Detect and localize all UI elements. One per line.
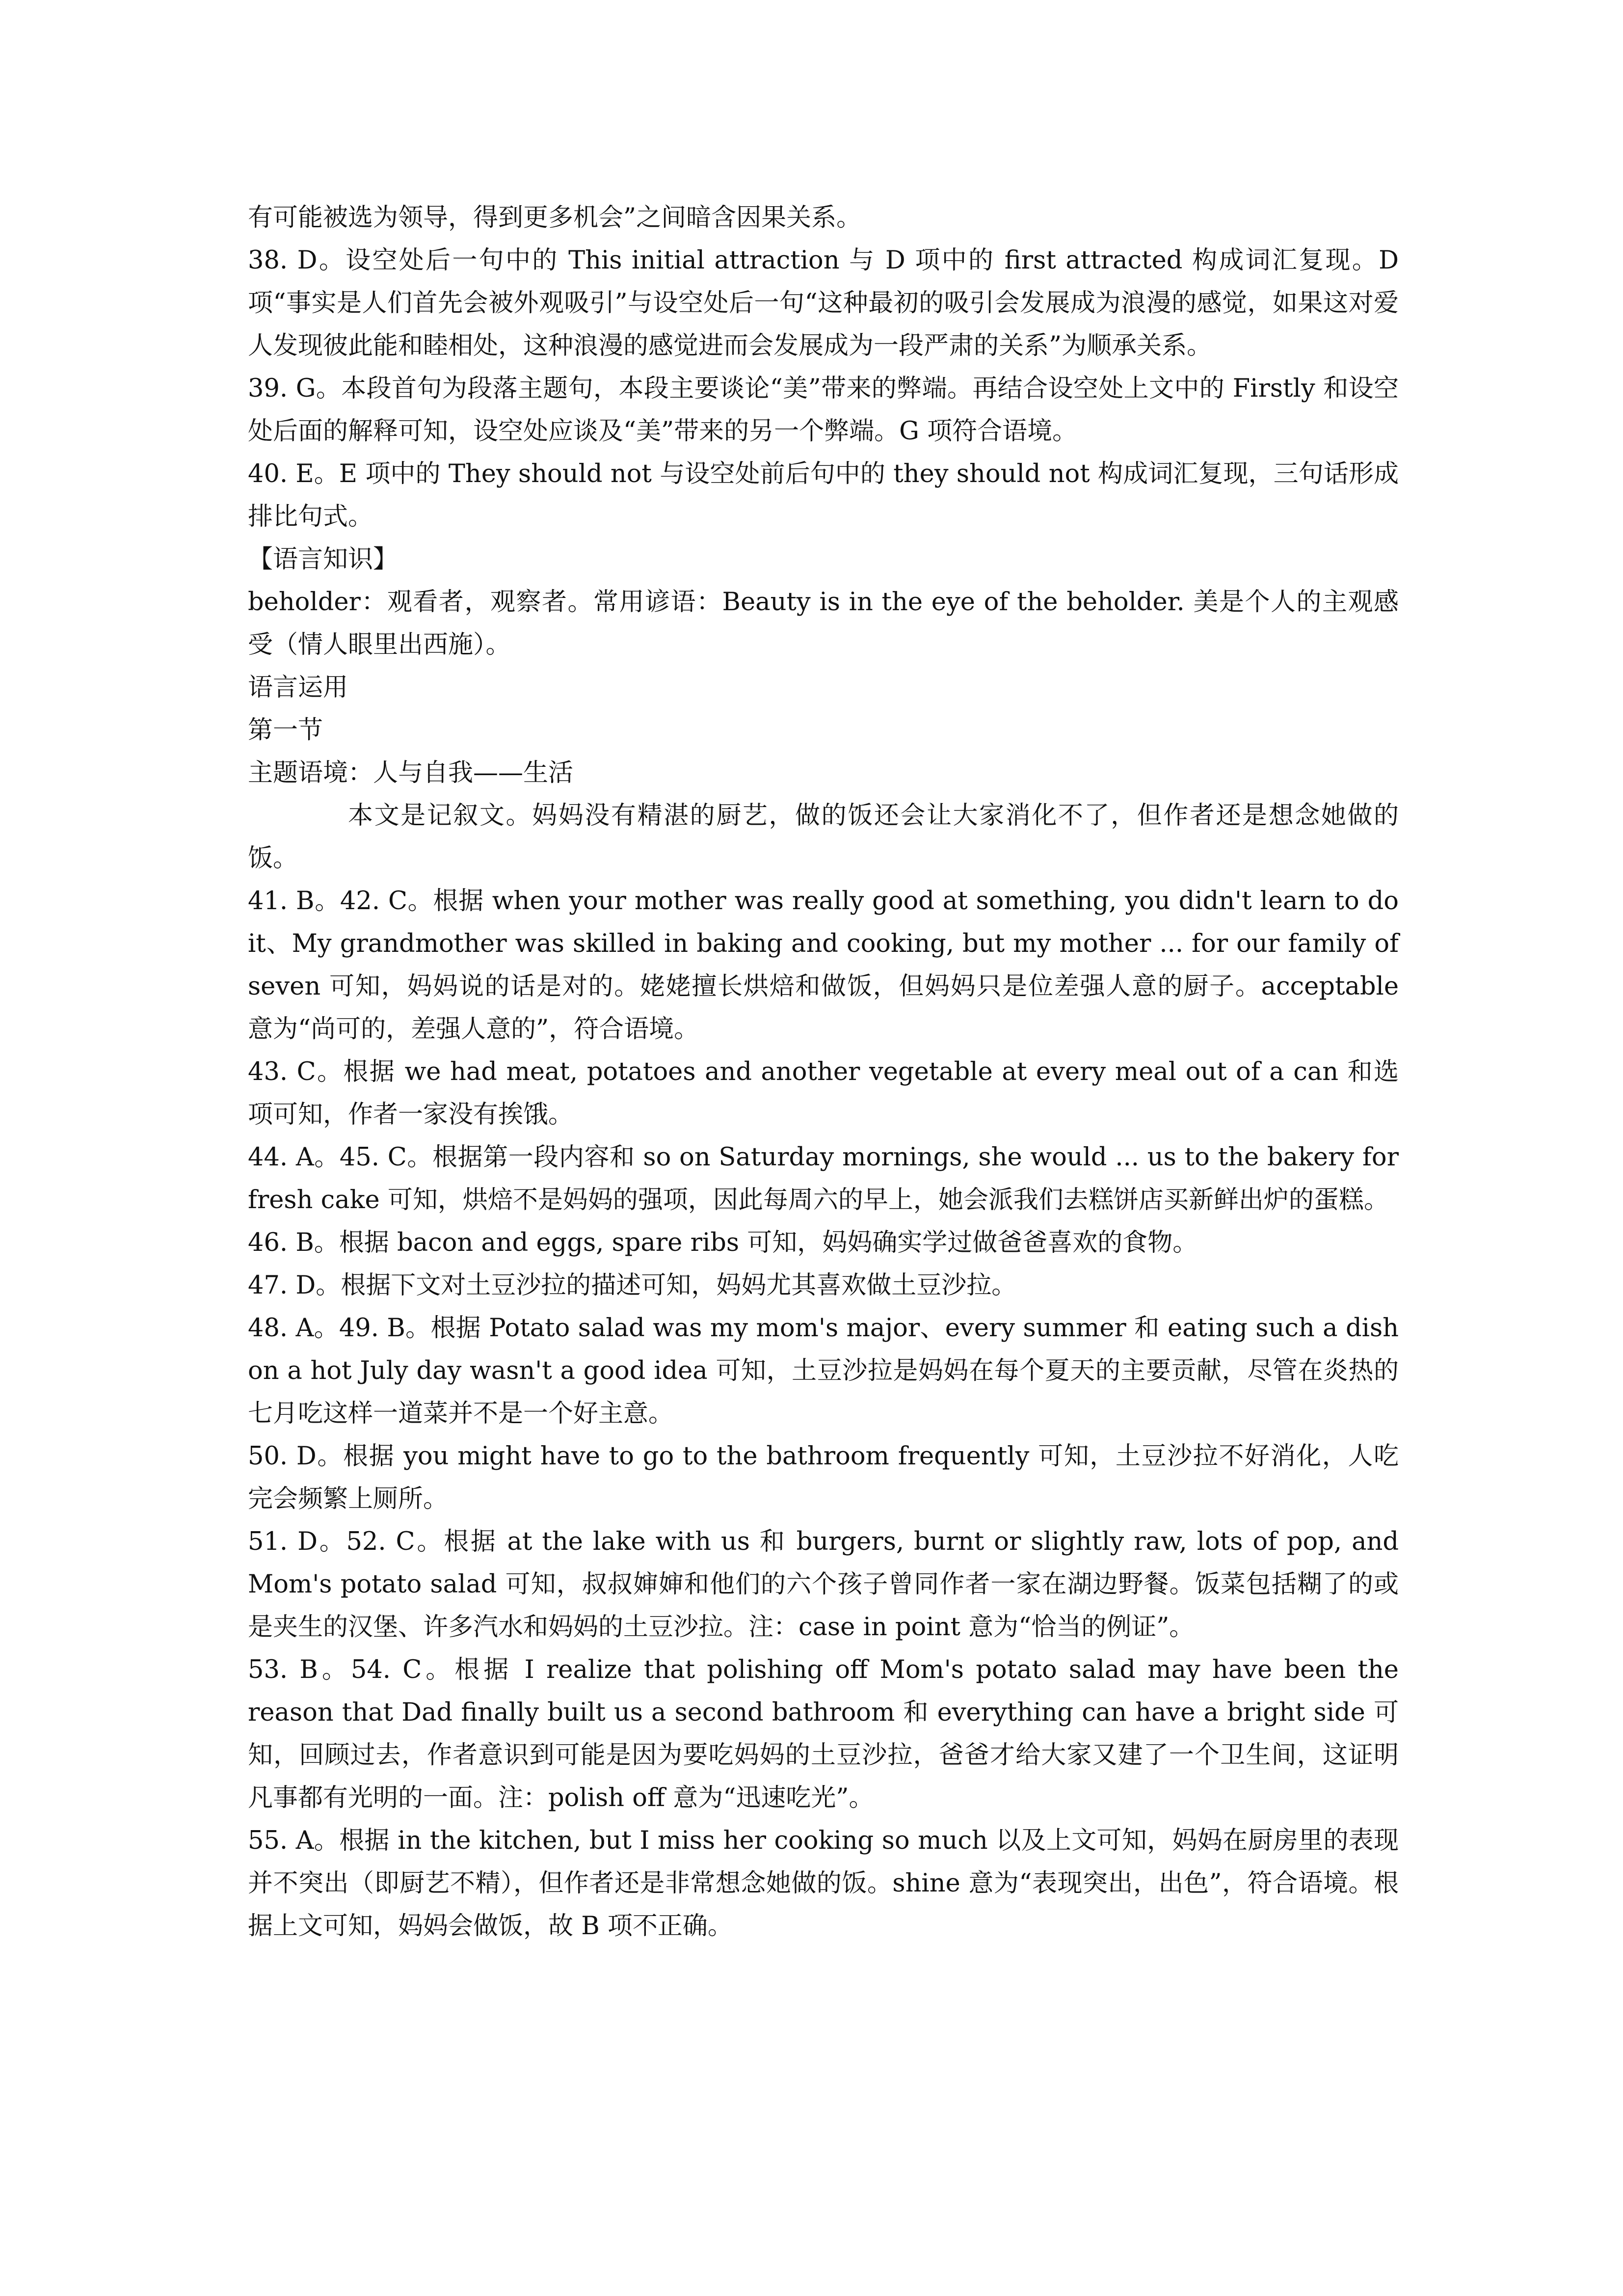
answer-38: 38. D。设空处后一句中的 This initial attraction 与 D 项中的 first attracted 构成词汇复现。D 项“事实是人们首先会被外观吸引”与设空处后一句“这种最初的吸引会发展成为浪漫的感觉，如果这对爱人发现彼此能和睦相处，这种浪漫的感觉进而会发展成为一段严肃的关系”为顺承关系。 bbox=[248, 246, 1399, 360]
theme-context: 主题语境：人与自我——生活 bbox=[248, 758, 574, 787]
answer-44-45: 44. A。45. C。根据第一段内容和 so on Saturday mornings, she would ... us to the bakery for fresh cake 可知，烘焙不是妈妈的强项，因此每周六的早上，她会派我们去糕饼店买新鲜出炉的蛋糕。 bbox=[248, 1143, 1399, 1215]
answer-50: 50. D。根据 you might have to go to the bathroom frequently 可知，土豆沙拉不好消化，人吃完会频繁上厕所。 bbox=[248, 1442, 1399, 1513]
passage-summary: 本文是记叙文。妈妈没有精湛的厨艺，做的饭还会让大家消化不了，但作者还是想念她做的饭。 bbox=[248, 801, 1399, 873]
vocabulary-note: beholder：观看者，观察者。常用谚语：Beauty is in the eye of the beholder. 美是个人的主观感受（情人眼里出西施）。 bbox=[248, 588, 1399, 659]
answer-53-54: 53. B。54. C。根据 I realize that polishing off Mom's potato salad may have been the reason that Dad finally built us a second bathroom 和 everything can have a bright side 可知，回顾过去，作者意识到可能是因为要吃妈妈的土豆沙拉，爸爸才给大家又建了一个卫生间，这证明凡事都有光明的一面。注：polish off 意为“迅速吃光”。 bbox=[248, 1655, 1399, 1812]
answer-47: 47. D。根据下文对土豆沙拉的描述可知，妈妈尤其喜欢做土豆沙拉。 bbox=[248, 1271, 1017, 1300]
paragraph-37-conclusion: 有可能被选为领导，得到更多机会”之间暗含因果关系。 bbox=[248, 203, 862, 232]
answer-51-52: 51. D。52. C。根据 at the lake with us 和 burgers, burnt or slightly raw, lots of pop, and Mom's potato salad 可知，叔叔婶婶和他们的六个孩子曾同作者一家在湖边野餐。饭菜包括糊了的或是夹生的汉堡、许多汽水和妈妈的土豆沙拉。注：case in point 意为“恰当的例证”。 bbox=[248, 1527, 1399, 1642]
section-title-language-use: 语言运用 bbox=[248, 673, 348, 702]
answer-55: 55. A。根据 in the kitchen, but I miss her cooking so much 以及上文可知，妈妈在厨房里的表现并不突出（即厨艺不精），但作者还是非常想念她做的饭。shine 意为“表现突出，出色”，符合语境。根据上文可知，妈妈会做饭，故 B 项不正确。 bbox=[248, 1826, 1399, 1941]
answer-48-49: 48. A。49. B。根据 Potato salad was my mom's major、every summer 和 eating such a dish on a hot July day wasn't a good idea 可知，土豆沙拉是妈妈在每个夏天的主要贡献，尽管在炎热的七月吃这样一道菜并不是一个好主意。 bbox=[248, 1314, 1399, 1428]
answer-43: 43. C。根据 we had meat, potatoes and another vegetable at every meal out of a can 和选项可知，作者一家没有挨饿。 bbox=[248, 1057, 1399, 1129]
section-subtitle-part-one: 第一节 bbox=[248, 716, 323, 745]
answer-40: 40. E。E 项中的 They should not 与设空处前后句中的 they should not 构成词汇复现，三句话形成排比句式。 bbox=[248, 459, 1399, 531]
answer-46: 46. B。根据 bacon and eggs, spare ribs 可知，妈妈确实学过做爸爸喜欢的食物。 bbox=[248, 1228, 1198, 1257]
document-body bbox=[248, 196, 1399, 1947]
section-heading-language-knowledge: 【语言知识】 bbox=[248, 545, 399, 574]
answer-41-42: 41. B。42. C。根据 when your mother was really good at something, you didn't learn to do it、My grandmother was skilled in baking and cooking, but my mother ... for our family of seven 可知，妈妈说的话是对的。姥姥擅长烘焙和做饭，但妈妈只是位差强人意的厨子。acceptable 意为“尚可的，差强人意的”，符合语境。 bbox=[248, 887, 1399, 1044]
answer-39: 39. G。本段首句为段落主题句，本段主要谈论“美”带来的弊端。再结合设空处上文中的 Firstly 和设空处后面的解释可知，设空处应谈及“美”带来的另一个弊端。G 项符合语境。 bbox=[248, 374, 1399, 446]
